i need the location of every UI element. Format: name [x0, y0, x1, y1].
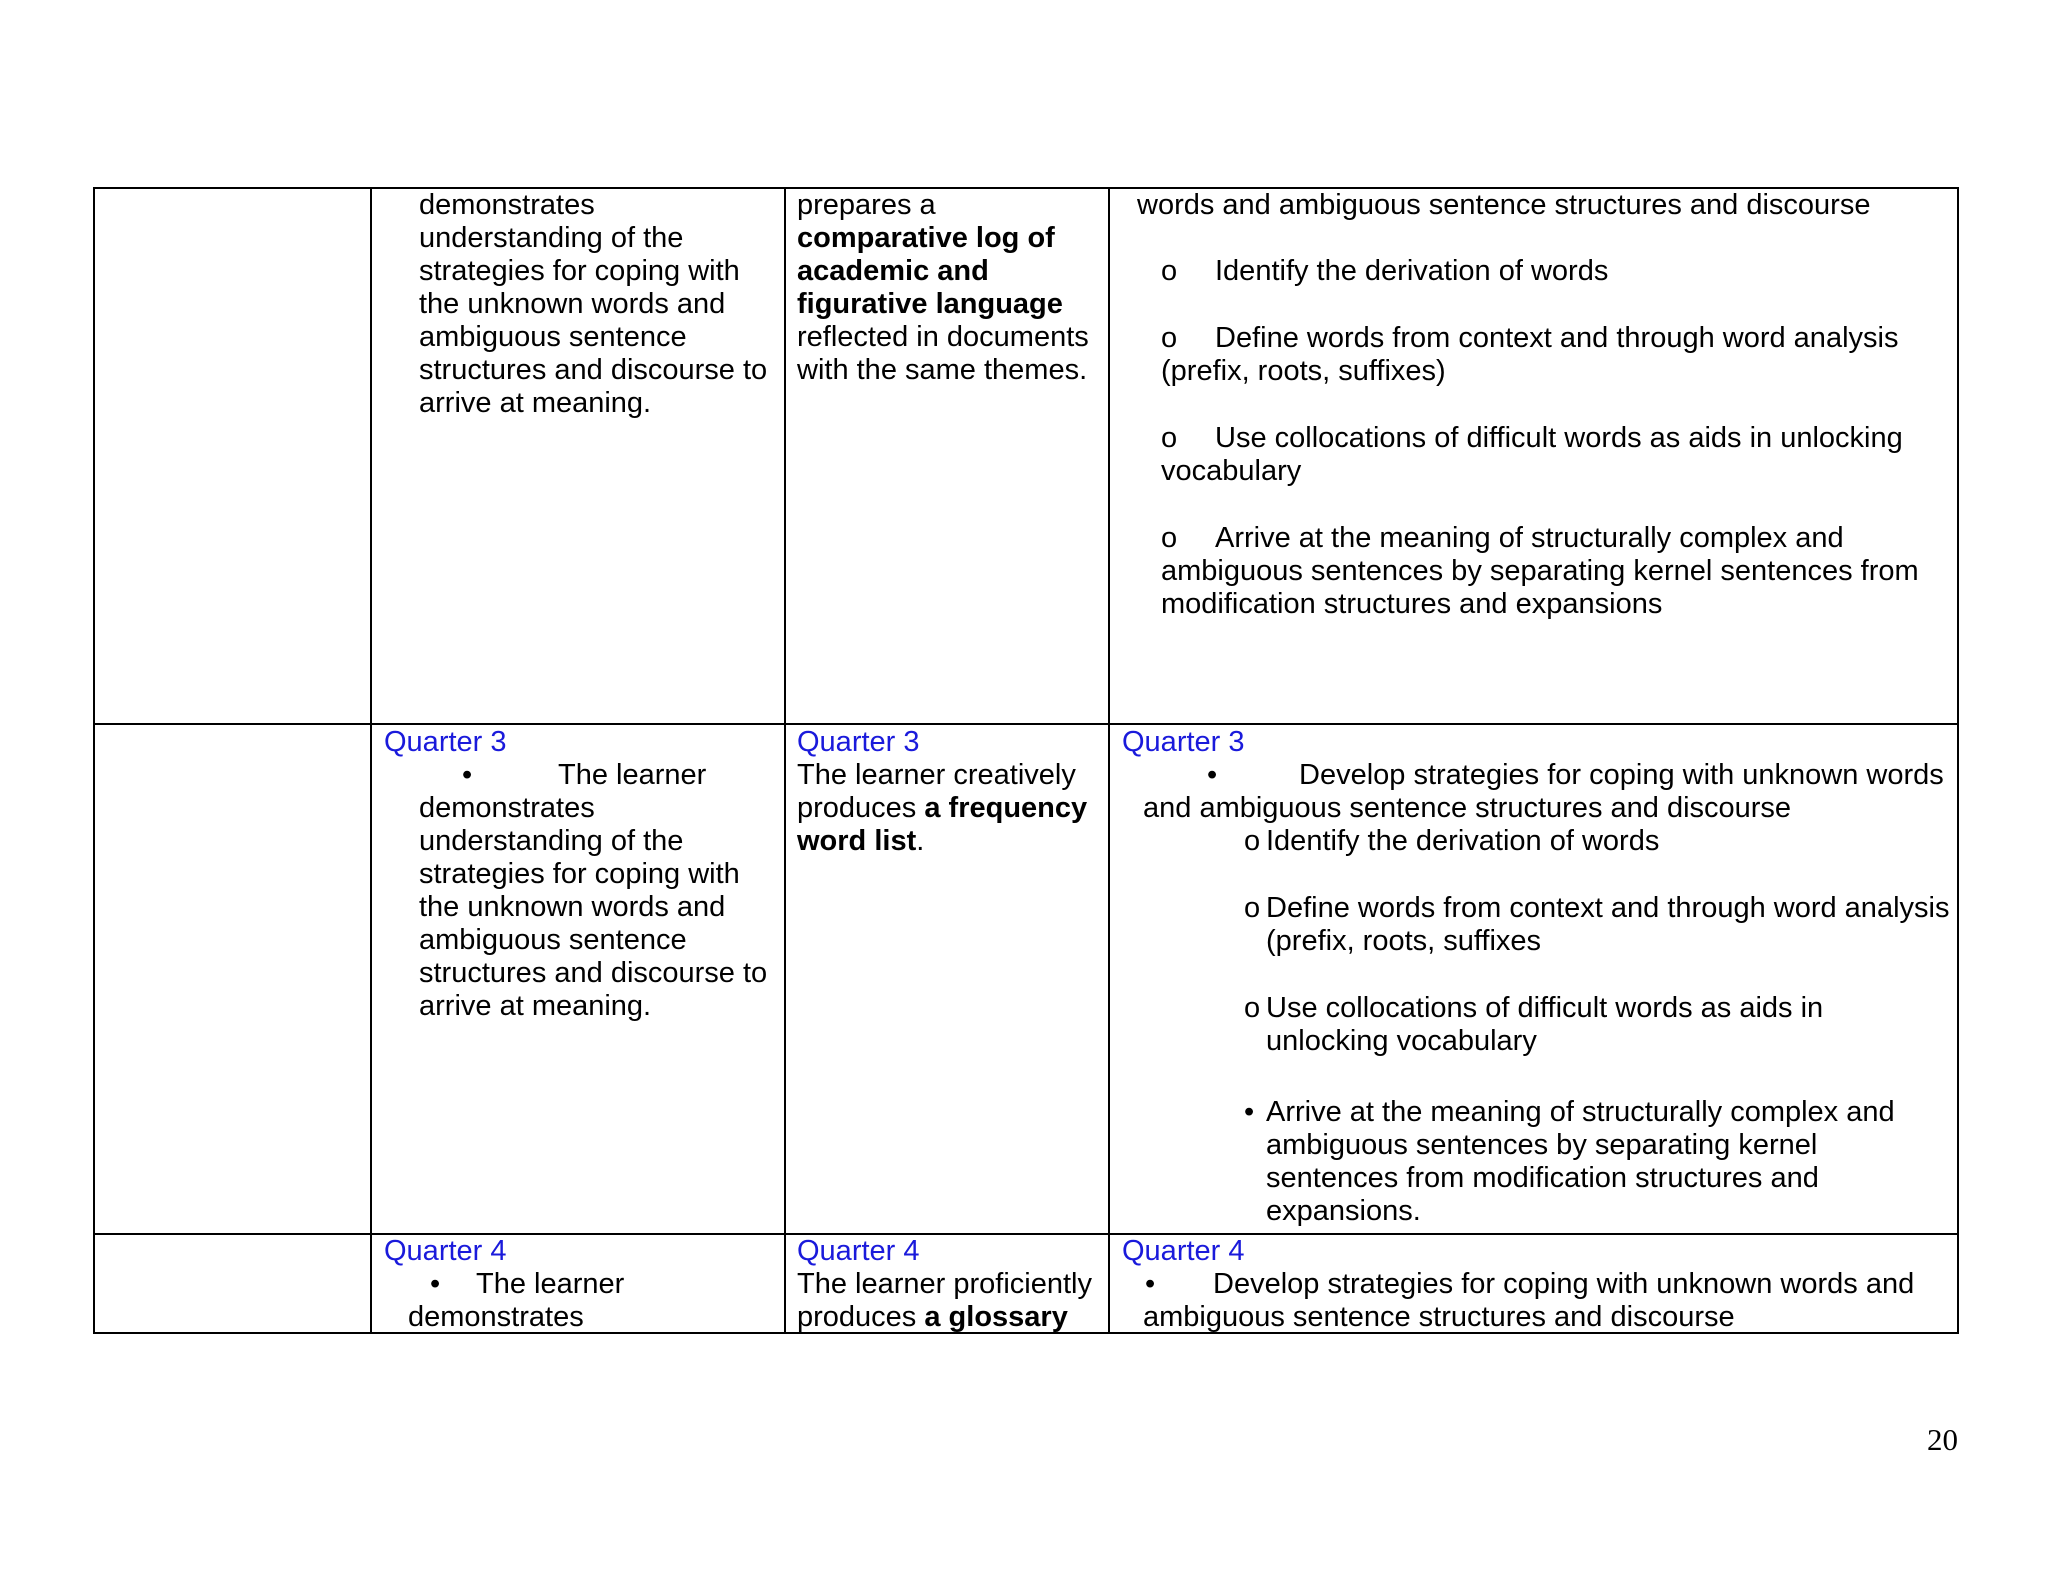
- list-item: • Arrive at the meaning of structurally complex and: [1244, 1096, 1895, 1128]
- circle-bullet-icon: o: [1161, 422, 1178, 454]
- competency-list: o Identify the derivation of words o Define words from context and through word analysis (prefix, roots, suffixes o Use collocations of difficult words as aids in unlocking vocabulary • Arrive at the meaning of structurally complex and ambiguous sentences by separating kernel sentences from modification structures and expansions.: [1244, 825, 1950, 1227]
- list-item: o Identify the derivation of words: [1161, 255, 1609, 287]
- bullet-icon: •: [1145, 1268, 1156, 1300]
- circle-bullet-icon: o: [1244, 892, 1261, 924]
- quarter-label: Quarter 3: [384, 726, 507, 758]
- circle-bullet-icon: o: [1161, 255, 1178, 287]
- row3-content-standard: Quarter 4 • The learner demonstrates: [384, 1235, 625, 1333]
- row3-learning-competencies: Quarter 4 • Develop strategies for coping with unknown words and ambiguous sentence structures and discourse: [1122, 1235, 1915, 1333]
- list-item: o Define words from context and through word analysis: [1161, 322, 1899, 354]
- row3-performance-standard: Quarter 4 The learner proficiently produces a glossary: [797, 1235, 1092, 1333]
- column-divider: [370, 189, 372, 1332]
- quarter-label: Quarter 4: [384, 1235, 507, 1267]
- circle-bullet-icon: o: [1244, 992, 1261, 1024]
- row2-content-standard: Quarter 3 • The learner demonstrates understanding of the strategies for coping with the unknown words and ambiguous sentence structures and discourse to arrive at meaning.: [384, 726, 768, 1022]
- column-divider: [1108, 189, 1110, 1332]
- column-divider: [784, 189, 786, 1332]
- list-item: o Define words from context and through word analysis: [1244, 892, 1950, 924]
- list-item: o Use collocations of difficult words as aids in unlocking: [1161, 422, 1903, 454]
- row1-content-standard: demonstrates understanding of the strategies for coping with the unknown words and ambiguous sentence structures and discourse to arrive at meaning.: [419, 189, 768, 419]
- competency-list: o Identify the derivation of words o Define words from context and through word analysis (prefix, roots, suffixes) o Use collocations of difficult words as aids in unlocking vocabulary o Arrive at the meaning of structurally complex and ambiguous sentences by separating kernel sentences from modification structures and expansions: [1161, 255, 1919, 620]
- bullet-icon: •: [462, 759, 473, 791]
- quarter-label: Quarter 3: [1122, 726, 1245, 758]
- list-item: o Use collocations of difficult words as aids in: [1244, 992, 1824, 1024]
- circle-bullet-icon: o: [1161, 322, 1178, 354]
- circle-bullet-icon: o: [1244, 825, 1261, 857]
- circle-bullet-icon: o: [1161, 522, 1178, 554]
- list-item: o Identify the derivation of words: [1244, 825, 1660, 857]
- bullet-icon: •: [430, 1268, 441, 1300]
- list-item: o Arrive at the meaning of structurally complex and: [1161, 522, 1844, 554]
- row-divider: [95, 723, 1957, 725]
- row1-performance-standard: prepares a comparative log of academic and figurative language reflected in documents with the same themes.: [797, 189, 1089, 386]
- row2-performance-standard: Quarter 3 The learner creatively produces a frequency word list.: [797, 726, 1088, 857]
- quarter-label: Quarter 3: [797, 726, 920, 758]
- page-number: 20: [1927, 1422, 1958, 1457]
- bullet-icon: •: [1244, 1096, 1255, 1128]
- row1-learning-competencies: words and ambiguous sentence structures and discourse o Identify the derivation of words o Define words from context and through word analysis (prefix, roots, suffixes) o Use collocations of difficult words as aids in unlocking vocabulary o Arrive at the meaning of structurally complex and ambiguous sentences by separating kernel sentences from modification structures and expansions: [1137, 189, 1919, 620]
- quarter-label: Quarter 4: [1122, 1235, 1245, 1267]
- curriculum-table: [93, 187, 1959, 1334]
- bullet-icon: •: [1207, 759, 1218, 791]
- quarter-label: Quarter 4: [797, 1235, 920, 1267]
- row2-learning-competencies: Quarter 3 • Develop strategies for coping with unknown words and ambiguous sentence structures and discourse o Identify the derivation of words o Define words from context and through word analysis (prefix, roots, suffixes o Use collocations of difficult words as aids in unlocking vocabulary • Arrive at the meaning of structurally complex and ambiguous sentences by separating kernel sentences from modification structures and expansions.: [1122, 726, 1950, 1227]
